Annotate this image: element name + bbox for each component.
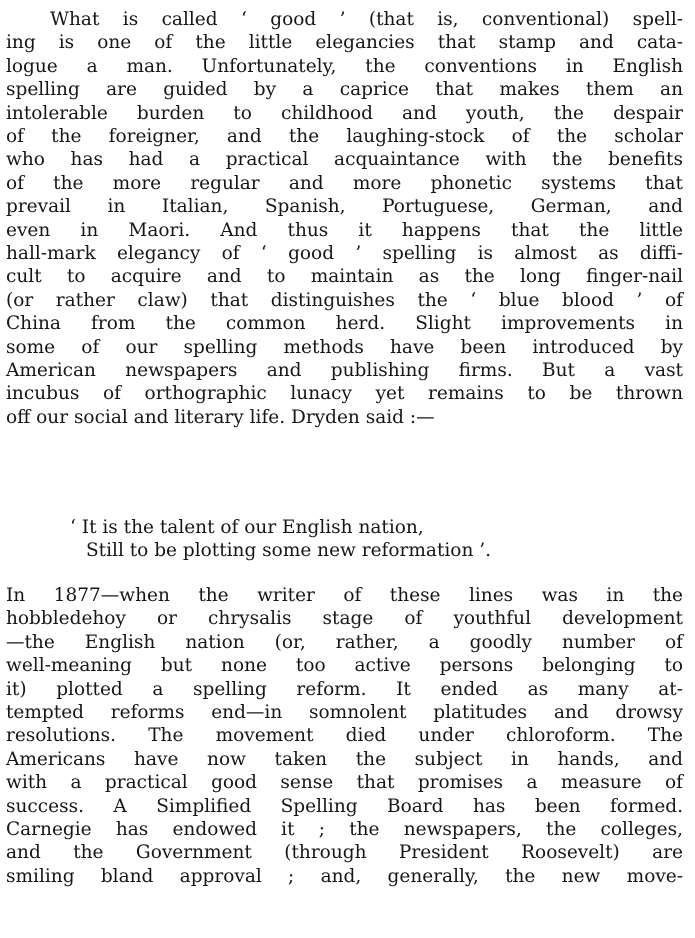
paragraph2-line: In 1877—when the writer of these lines was in the [6, 585, 683, 606]
paragraph1-line: even in Maori. And thus it happens that the little [6, 219, 683, 241]
paragraph1-line: of the foreigner, and the laughing-stock of the scholar [6, 126, 683, 147]
paragraph1-line: What is called ‘ good ’ (that is, conventional) spell- [50, 9, 683, 30]
paragraph1-line: prevail in Italian, Spanish, Portuguese, German, and [6, 196, 683, 218]
quote-line: Still to be plotting some new reformation ’. [86, 540, 492, 562]
paragraph2-line: it) plotted a spelling reform. It ended as many at- [6, 678, 683, 700]
paragraph2-line: and the Government (through President Roosevelt) are [6, 842, 683, 864]
paragraph2-line: Americans have now taken the subject in hands, and [6, 748, 683, 770]
paragraph1-line: spelling are guided by a caprice that makes them an [6, 79, 683, 101]
paragraph1-line: off our social and literary life. Dryden said :— [6, 406, 435, 428]
paragraph2-line: success. A Simplified Spelling Board has been formed. [6, 795, 683, 817]
paragraph1-line: hall-mark elegancy of ‘ good ’ spelling is almost as diffi- [6, 243, 683, 264]
paragraph2-line: Carnegie has endowed it ; the newspapers, the colleges, [6, 819, 683, 840]
paragraph1-line: logue a man. Unfortunately, the conventions in English [6, 55, 683, 77]
paragraph1-line: China from the common herd. Slight improvements in [6, 313, 683, 335]
paragraph1-line: American newspapers and publishing firms. But a vast [6, 360, 683, 381]
paragraph2-line: tempted reforms end—in somnolent platitudes and drowsy [6, 702, 683, 723]
paragraph1-line: some of our spelling methods have been introduced by [6, 336, 683, 358]
quote-line: ‘ It is the talent of our English nation, [70, 517, 424, 538]
paragraph1-line: ing is one of the little elegancies that stamp and cata- [6, 32, 683, 54]
paragraph2-line: resolutions. The movement died under chloroform. The [6, 725, 683, 747]
paragraph1-line: who has had a practical acquaintance with the benefits [6, 149, 683, 171]
paragraph1-line: intolerable burden to childhood and youth, the despair [6, 102, 683, 124]
paragraph1-line: cult to acquire and to maintain as the long finger-nail [6, 266, 683, 288]
paragraph2-line: with a practical good sense that promises a measure of [6, 772, 683, 794]
paragraph2-line: —the English nation (or, rather, a goodly number of [6, 631, 683, 653]
paragraph2-line: hobbledehoy or chrysalis stage of youthful development [6, 608, 683, 630]
paragraph2-line: well-meaning but none too active persons belonging to [6, 655, 683, 677]
paragraph2-line: smiling bland approval ; and, generally, the new move- [6, 865, 683, 887]
paragraph1-line: (or rather claw) that distinguishes the ‘ blue blood ’ of [6, 289, 683, 311]
paragraph1-line: of the more regular and more phonetic systems that [6, 172, 683, 194]
paragraph1-line: incubus of orthographic lunacy yet remains to be thrown [6, 383, 683, 405]
